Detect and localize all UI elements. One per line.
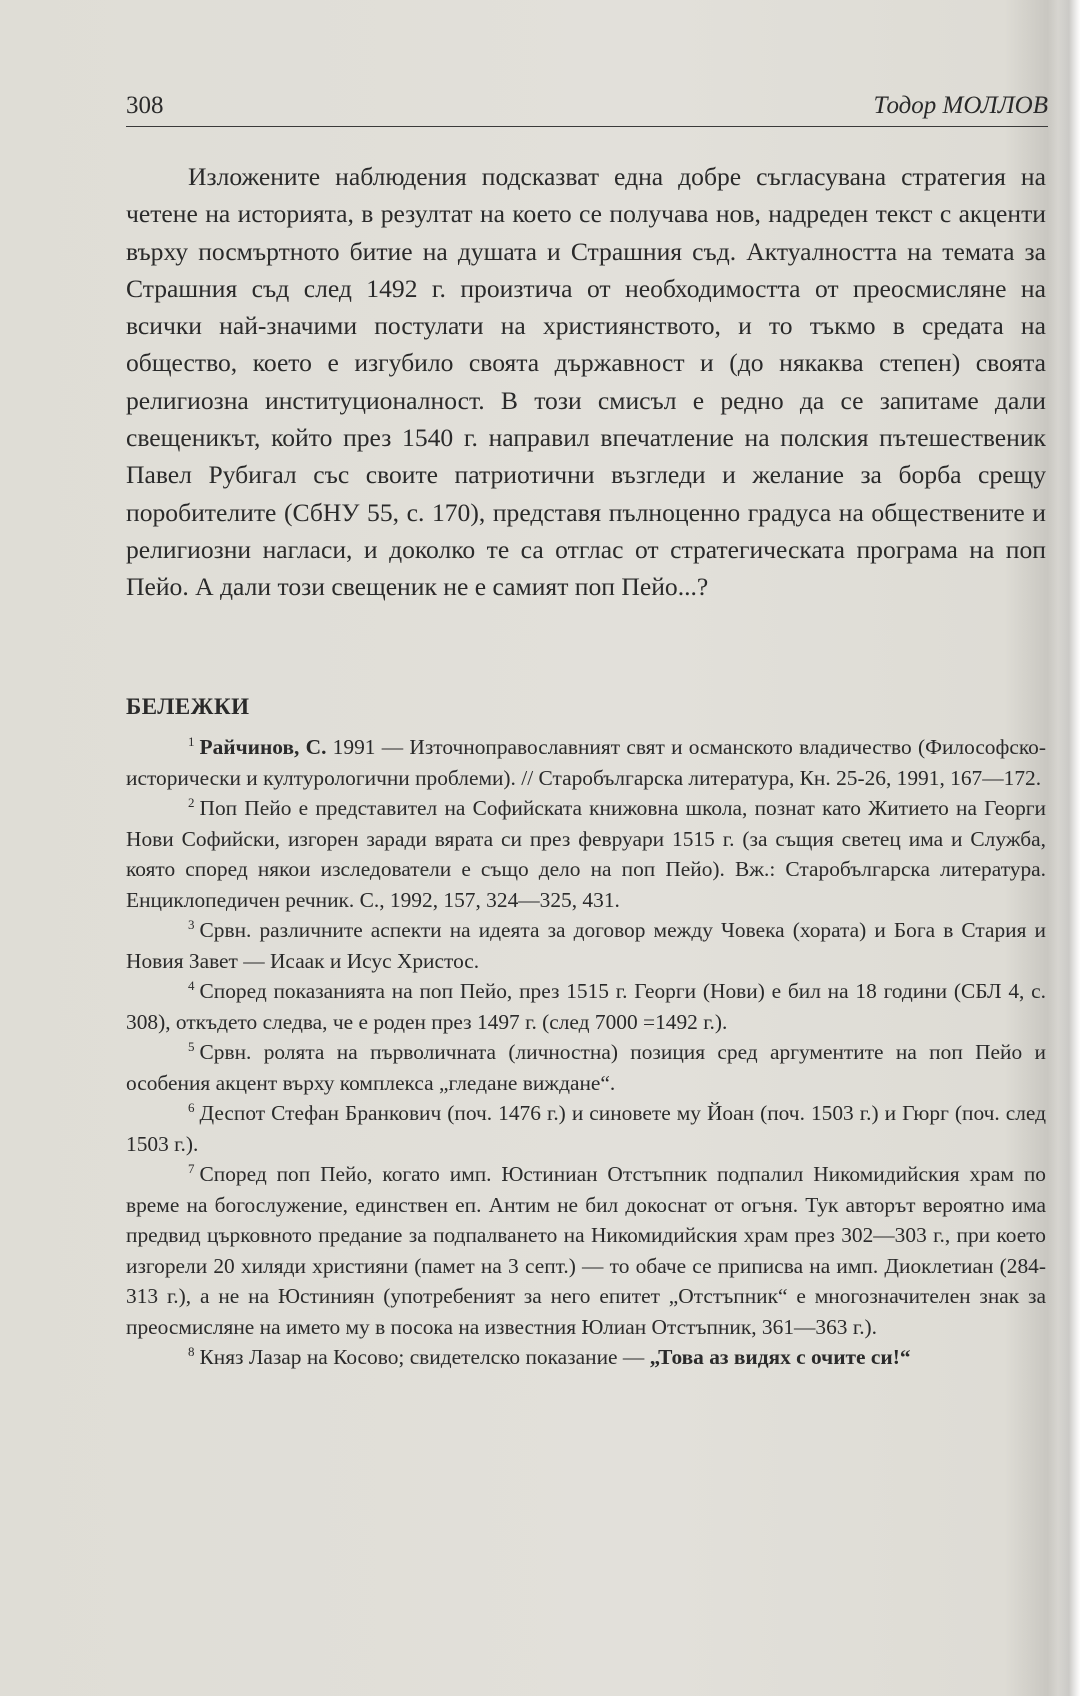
footnote-1 <box>126 732 1046 793</box>
footnote-marker: 8 <box>188 1343 195 1359</box>
footnote-text: Срвн. ролята на първоличната (личностна) позиция сред аргументите на поп Пейо и особения акцент върху комплекса „гледане виждане“. <box>126 1040 1046 1095</box>
footnote-text: Според показанията на поп Пейо, през 1515 г. Георги (Нови) е бил на 18 години (СБЛ 4, с. 308), откъдето следва, че е роден през 1497 г. (след 7000 =1492 г.). <box>126 979 1046 1034</box>
footnote-text: Според поп Пейо, когато имп. Юстиниан Отстъпник подпалил Никомидийския храм по време на богослужение, единствен еп. Антим не бил докоснат от огъня. Тук авторът вероятно има предвид църковното предание за подпалването на Никомидийския храм през 302—303 г., при което изгорели 20 хиляди християни (памет на 3 септ.) — то обаче се приписва на имп. Диоклетиан (284-313 г.), а не на Юстиниян (употребеният за него епитет „Отстъпник“ е многозначителен знак за преосмисляне на името му в посока на известния Юлиан Отстъпник, 361—363 г.). <box>126 1162 1046 1339</box>
footnote-3 <box>126 915 1046 976</box>
footnote-author: Райчинов, С. <box>199 735 327 759</box>
page-number: 308 <box>126 92 164 119</box>
notes-heading: БЕЛЕЖКИ <box>126 694 250 719</box>
footnote-marker: 3 <box>188 916 195 932</box>
page-header <box>126 86 1048 127</box>
footnote-6 <box>126 1098 1046 1159</box>
footnote-8 <box>126 1342 1046 1373</box>
footnote-text: 1991 — Източноправославният свят и османското владичество (Философско-исторически и културологични проблеми). // Старобългарска литература, Кн. 25-26, 1991, 167—172. <box>126 735 1046 790</box>
main-text <box>126 158 1046 606</box>
footnote-marker: 2 <box>188 794 195 810</box>
footnote-text: Поп Пейо е представител на Софийската книжовна школа, познат като Житието на Георги Нови Софийски, изгорен заради вярата си през февруари 1515 г. (за същия светец има и Служба, която според някои изследователи е също дело на поп Пейо). Вж.: Старобългарска литература. Енциклопедичен речник. С., 1992, 157, 324—325, 431. <box>126 796 1046 912</box>
footnote-7 <box>126 1159 1046 1342</box>
footnote-2 <box>126 793 1046 915</box>
footnote-text: Срвн. различните аспекти на идеята за договор между Човека (хората) и Бога в Стария и Новия Завет — Исаак и Исус Христос. <box>126 918 1046 973</box>
notes-list <box>126 732 1046 1373</box>
footnote-4 <box>126 976 1046 1037</box>
footnote-marker: 4 <box>188 977 195 993</box>
footnote-quote: „Това аз видях с очите си!“ <box>649 1345 911 1369</box>
footnote-marker: 7 <box>188 1160 195 1176</box>
footnote-marker: 1 <box>188 733 195 749</box>
footnote-text: Княз Лазар на Косово; свидетелско показание — <box>199 1345 650 1369</box>
page-edge-shadow <box>1058 0 1080 1696</box>
footnote-text: Деспот Стефан Бранкович (поч. 1476 г.) и синовете му Йоан (поч. 1503 г.) и Гюрг (поч. след 1503 г.). <box>126 1101 1046 1156</box>
footnote-marker: 6 <box>188 1099 195 1115</box>
body-paragraph: Изложените наблюдения подсказват една добре съгласувана стратегия на четене на историята, в резултат на което се получава нов, надреден текст с акценти върху посмъртното битие на душата и Страшния съд. Актуалността на темата за Страшния съд след 1492 г. произтича от необходимостта от преосмисляне на всички най-значими постулати на християнството, и то тъкмо в средата на общество, което е изгубило своята държавност и (до някаква степен) своята религиозна институционалност. В този смисъл е редно да се запитаме дали свещеникът, който през 1540 г. направил впечатление на полския пътешественик Павел Рубигал със своите патриотични възгледи и желание за борба срещу поробителите (СбНУ 55, с. 170), представя пълноценно градуса на обществените и религиозни нагласи, и доколко те са отглас от стратегическата програма на поп Пейо. А дали този свещеник не е самият поп Пейо...? <box>126 162 1046 602</box>
running-head: Тодор МОЛЛОВ <box>873 92 1048 119</box>
footnote-marker: 5 <box>188 1038 195 1054</box>
footnote-5 <box>126 1037 1046 1098</box>
